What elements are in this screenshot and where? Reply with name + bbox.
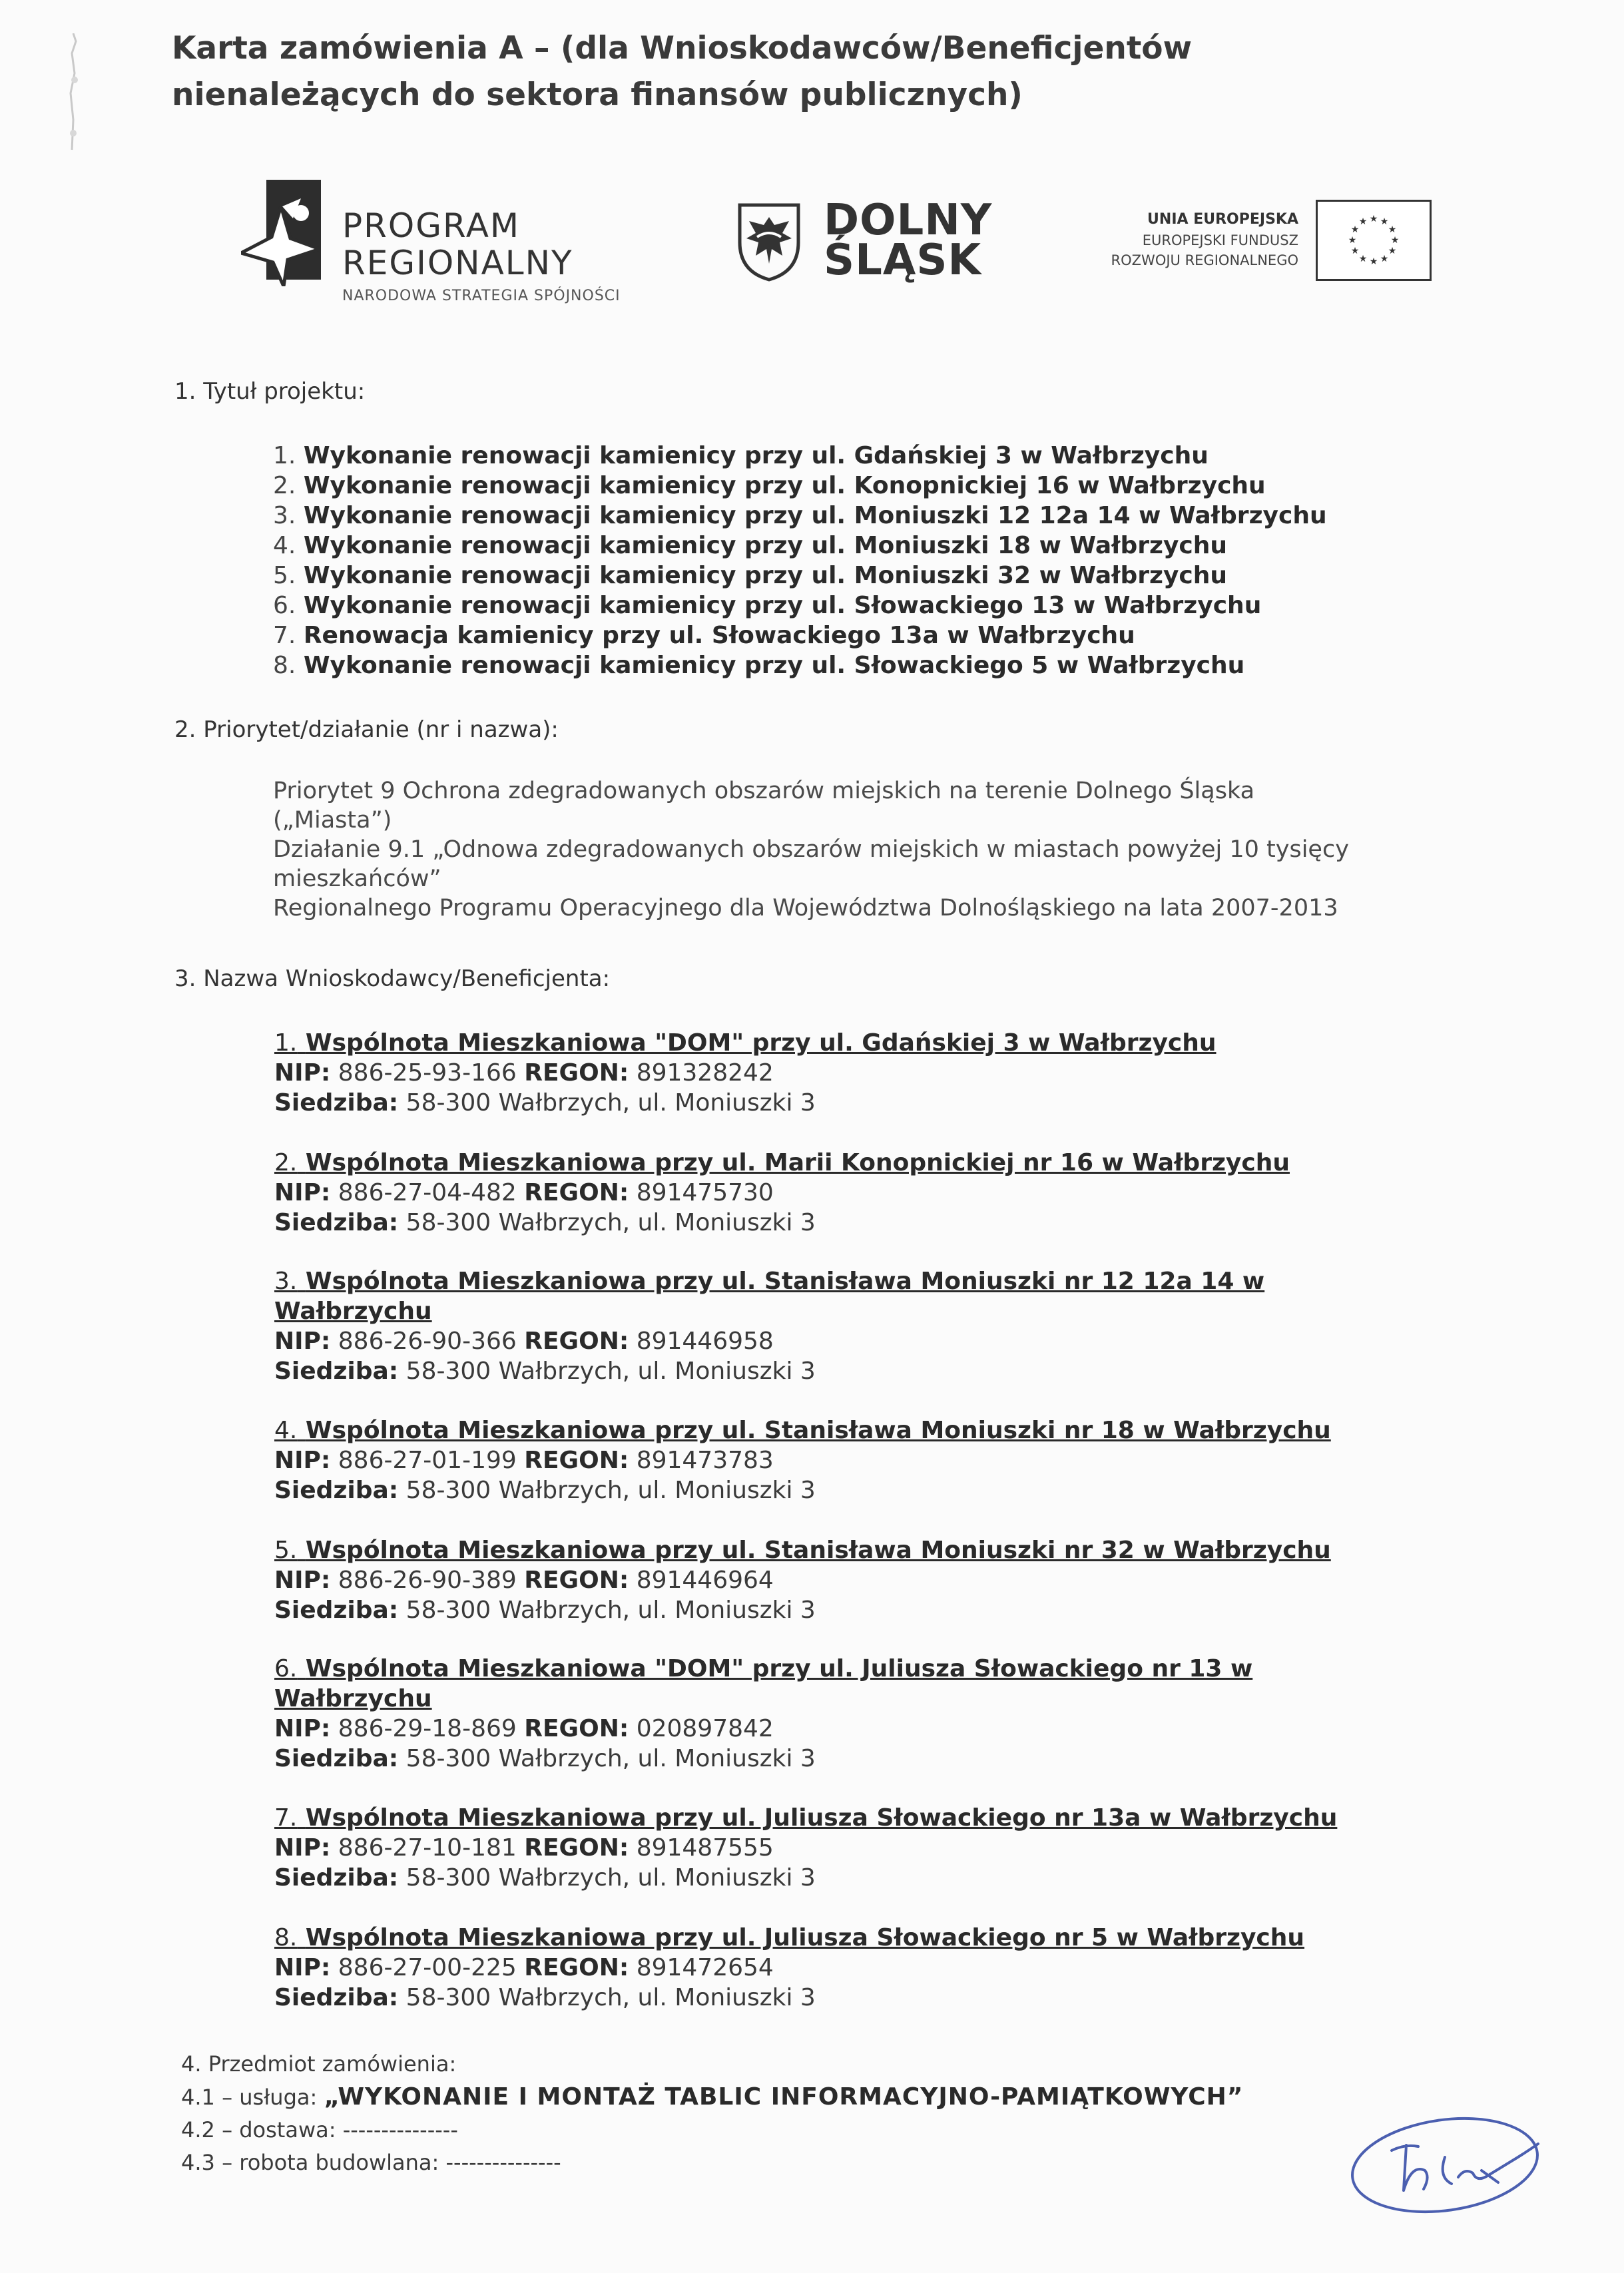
svg-text:★: ★	[1369, 256, 1378, 267]
beneficiary-entry: 7. Wspólnota Mieszkaniowa przy ul. Juliusza Słowackiego nr 13a w Wałbrzychu NIP: 886-27-10-181 REGON: 891487555 Siedziba: 58-300 Wałbrzych, ul. Moniuszki 3	[274, 1804, 1338, 1892]
dolny-slask-line2: ŚLĄSK	[824, 236, 982, 285]
beneficiary-entry: 1. Wspólnota Mieszkaniowa "DOM" przy ul. Gdańskiej 3 w Wałbrzychu NIP: 886-25-93-166 REGON: 891328242 Siedziba: 58-300 Wałbrzych, ul. Moniuszki 3	[274, 1029, 1217, 1117]
section2-heading: 2. Priorytet/działanie (nr i nazwa):	[174, 716, 559, 743]
punch-hole-marks	[64, 33, 91, 153]
svg-text:★: ★	[1388, 224, 1397, 235]
document-title: Karta zamówienia A – (dla Wnioskodawców/Beneficjentów nienależących do sektora finansów publicznych)	[172, 30, 1192, 113]
svg-text:★: ★	[1390, 235, 1400, 246]
section4-heading: 4. Przedmiot zamówienia:	[181, 2051, 457, 2077]
beneficiary-name: Wspólnota Mieszkaniowa przy ul. Stanisława Moniuszki nr 12 12a 14 w Wałbrzychu	[274, 1268, 1265, 1325]
program-logo-line2: REGIONALNY	[342, 244, 573, 282]
service-line: 4.1 – usługa: „WYKONANIE I MONTAŻ TABLIC INFORMACYJNO-PAMIĄTKOWYCH”	[181, 2083, 1244, 2111]
beneficiary-name: Wspólnota Mieszkaniowa "DOM" przy ul. Gdańskiej 3 w Wałbrzychu	[305, 1029, 1217, 1057]
priority-line: Działanie 9.1 „Odnowa zdegradowanych obszarów miejskich w miastach powyżej 10 tysięcy	[273, 836, 1349, 863]
eu-logo-line1: UNIA EUROPEJSKA	[1147, 211, 1298, 228]
list-item: 2. Wykonanie renowacji kamienicy przy ul. Konopnickiej 16 w Wałbrzychu	[273, 472, 1266, 499]
priority-line: Regionalnego Programu Operacyjnego dla Województwa Dolnośląskiego na lata 2007-2013	[273, 895, 1338, 921]
beneficiary-name: Wspólnota Mieszkaniowa przy ul. Juliusza Słowackiego nr 13a w Wałbrzychu	[305, 1804, 1338, 1832]
beneficiary-entry: 5. Wspólnota Mieszkaniowa przy ul. Stanisława Moniuszki nr 32 w Wałbrzychu NIP: 886-26-90-389 REGON: 891446964 Siedziba: 58-300 Wałbrzych, ul. Moniuszki 3	[274, 1537, 1331, 1624]
eagle-crest-icon	[736, 202, 802, 282]
svg-text:★: ★	[1380, 254, 1389, 264]
section1-heading: 1. Tytuł projektu:	[174, 378, 366, 405]
beneficiary-name: Wspólnota Mieszkaniowa przy ul. Stanisława Moniuszki nr 32 w Wałbrzychu	[305, 1537, 1331, 1564]
beneficiary-entry: 4. Wspólnota Mieszkaniowa przy ul. Stanisława Moniuszki nr 18 w Wałbrzychu NIP: 886-27-01-199 REGON: 891473783 Siedziba: 58-300 Wałbrzych, ul. Moniuszki 3	[274, 1417, 1331, 1504]
eu-logo-line2: EUROPEJSKI FUNDUSZ	[1142, 232, 1298, 248]
priority-description	[273, 776, 1472, 923]
svg-text:★: ★	[1348, 235, 1357, 246]
section3-heading: 3. Nazwa Wnioskodawcy/Beneficjenta:	[174, 965, 611, 992]
list-item: 6. Wykonanie renowacji kamienicy przy ul. Słowackiego 13 w Wałbrzychu	[273, 592, 1262, 619]
svg-text:★: ★	[1358, 216, 1368, 227]
list-item: 7. Renowacja kamienicy przy ul. Słowackiego 13a w Wałbrzychu	[273, 622, 1135, 649]
beneficiary-entry: 6. Wspólnota Mieszkaniowa "DOM" przy ul. Juliusza Słowackiego nr 13 w Wałbrzychu NIP: 886-29-18-869 REGON: 020897842 Siedziba: 58-300 Wałbrzych, ul. Moniuszki 3	[274, 1655, 1253, 1772]
beneficiary-entry: 2. Wspólnota Mieszkaniowa przy ul. Marii Konopnickiej nr 16 w Wałbrzychu NIP: 886-27-04-482 REGON: 891475730 Siedziba: 58-300 Wałbrzych, ul. Moniuszki 3	[274, 1149, 1290, 1236]
eu-flag-icon	[1316, 200, 1432, 281]
beneficiary-entry: 3. Wspólnota Mieszkaniowa przy ul. Stanisława Moniuszki nr 12 12a 14 w Wałbrzychu NIP: 886-26-90-366 REGON: 891446958 Siedziba: 58-300 Wałbrzych, ul. Moniuszki 3	[274, 1268, 1265, 1385]
program-logo-line3: NARODOWA STRATEGIA SPÓJNOŚCI	[342, 288, 621, 304]
svg-text:★: ★	[1358, 254, 1368, 264]
order-subject-section	[181, 2048, 1380, 2179]
eu-logo	[1085, 200, 1432, 286]
beneficiary-name: Wspólnota Mieszkaniowa przy ul. Stanisława Moniuszki nr 18 w Wałbrzychu	[305, 1417, 1331, 1444]
handwritten-signature	[1345, 2104, 1571, 2217]
beneficiary-name: Wspólnota Mieszkaniowa przy ul. Marii Konopnickiej nr 16 w Wałbrzychu	[305, 1149, 1290, 1176]
svg-text:★: ★	[1369, 214, 1378, 224]
eu-logo-line3: ROZWOJU REGIONALNEGO	[1111, 252, 1298, 268]
list-item: 5. Wykonanie renowacji kamienicy przy ul. Moniuszki 32 w Wałbrzychu	[273, 562, 1228, 589]
svg-text:★: ★	[1350, 246, 1360, 256]
dolny-slask-line1: DOLNY	[824, 196, 993, 245]
priority-line: mieszkańców”	[273, 866, 441, 892]
delivery-line: 4.2 – dostawa: ---------------	[181, 2117, 458, 2143]
beneficiary-name: Wspólnota Mieszkaniowa "DOM" przy ul. Juliusza Słowackiego nr 13 w Wałbrzychu	[274, 1655, 1253, 1712]
program-regionalny-logo	[241, 174, 667, 308]
svg-text:★: ★	[1380, 216, 1389, 227]
works-line: 4.3 – robota budowlana: ---------------	[181, 2150, 561, 2175]
list-item: 1. Wykonanie renowacji kamienicy przy ul. Gdańskiej 3 w Wałbrzychu	[273, 442, 1209, 469]
dolny-slask-logo	[736, 196, 993, 286]
list-item: 3. Wykonanie renowacji kamienicy przy ul. Moniuszki 12 12a 14 w Wałbrzychu	[273, 502, 1327, 529]
project-title-list	[273, 441, 1327, 680]
priority-line: („Miasta”)	[273, 807, 392, 834]
beneficiary-name: Wspólnota Mieszkaniowa przy ul. Juliusza Słowackiego nr 5 w Wałbrzychu	[305, 1924, 1305, 1951]
list-item: 8. Wykonanie renowacji kamienicy przy ul. Słowackiego 5 w Wałbrzychu	[273, 652, 1245, 679]
svg-text:★: ★	[1350, 224, 1360, 235]
priority-line: Priorytet 9 Ochrona zdegradowanych obszarów miejskich na terenie Dolnego Śląska	[273, 778, 1255, 804]
beneficiary-entry: 8. Wspólnota Mieszkaniowa przy ul. Juliusza Słowackiego nr 5 w Wałbrzychu NIP: 886-27-00-225 REGON: 891472654 Siedziba: 58-300 Wałbrzych, ul. Moniuszki 3	[274, 1924, 1305, 2011]
svg-text:★: ★	[1388, 246, 1397, 256]
program-regionalny-mark-icon	[241, 180, 321, 286]
program-logo-line1: PROGRAM	[342, 206, 521, 245]
list-item: 4. Wykonanie renowacji kamienicy przy ul. Moniuszki 18 w Wałbrzychu	[273, 532, 1228, 559]
